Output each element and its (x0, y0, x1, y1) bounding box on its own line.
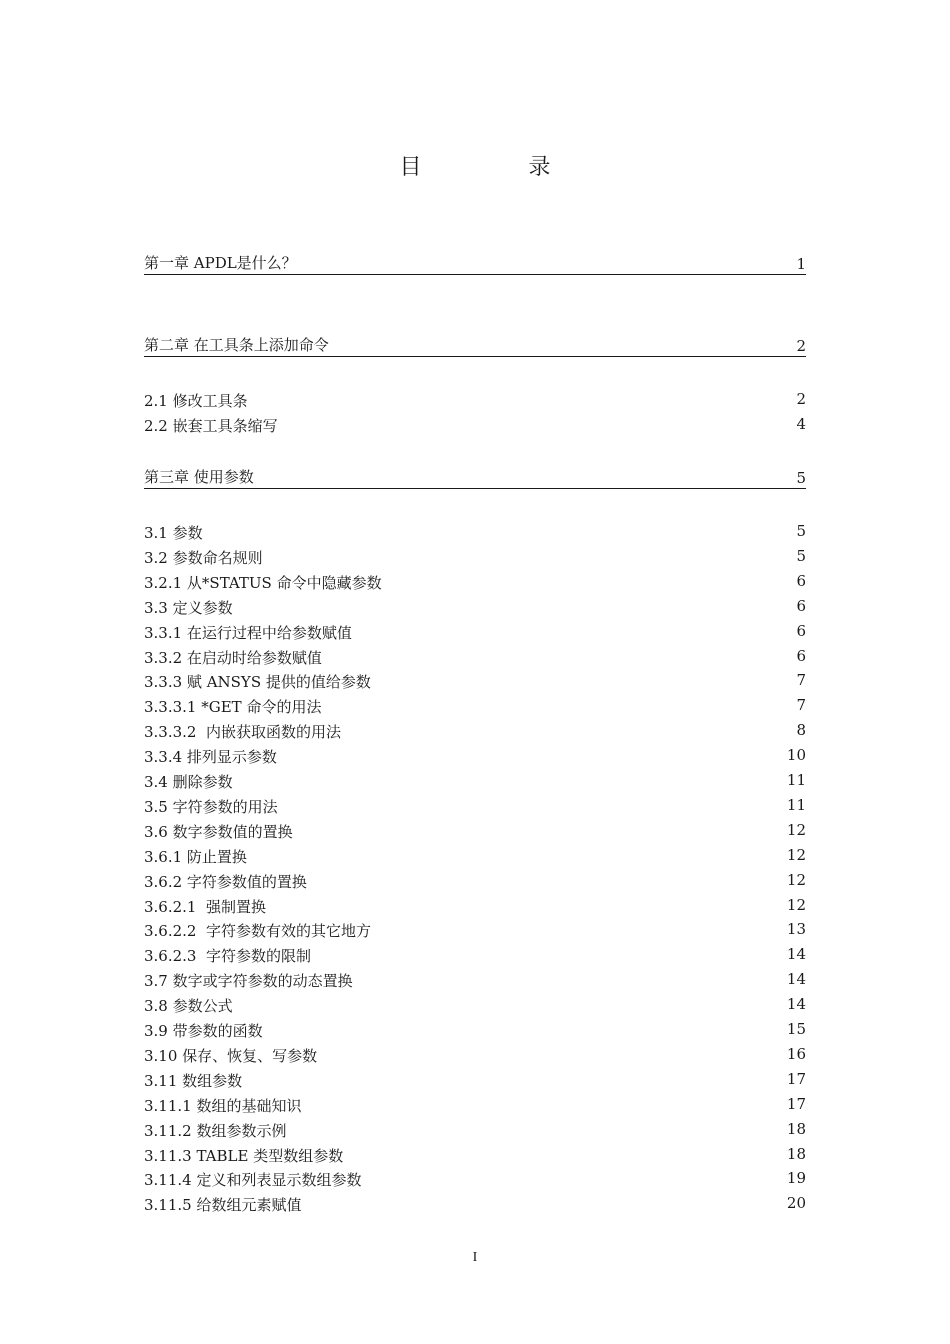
toc-entry[interactable] (144, 415, 806, 437)
entry-label: 3.6.2.1 强制置换 (144, 897, 267, 916)
entry-label: 3.11.2 数组参数示例 (144, 1121, 287, 1140)
entry-label: 3.3 定义参数 (144, 598, 233, 617)
entry-label: 3.8 参数公式 (144, 997, 233, 1016)
entry-label: 3.3.1 在运行过程中给参数赋值 (144, 623, 352, 642)
toc-entry[interactable] (144, 547, 806, 569)
entry-label: 3.10 保存、恢复、写参数 (144, 1046, 318, 1065)
entry-page-number: 10 (786, 746, 806, 765)
toc-entry[interactable] (144, 871, 806, 893)
toc-entry[interactable] (144, 1045, 806, 1067)
entry-label: 3.1 参数 (144, 524, 203, 542)
toc-entry[interactable] (144, 597, 806, 619)
entry-label: 3.11 数组参数 (144, 1071, 243, 1090)
entry-page-number: 7 (796, 671, 806, 690)
chapter-page-number: 2 (796, 337, 806, 355)
entry-page-number: 8 (796, 721, 806, 740)
toc-entry[interactable] (144, 1194, 806, 1216)
toc-entry[interactable] (144, 821, 806, 843)
entry-page-number: 11 (786, 771, 806, 789)
toc-chapter-3[interactable] (144, 466, 806, 489)
entry-label: 3.11.5 给数组元素赋值 (144, 1196, 302, 1215)
entry-label: 3.6 数字参数值的置换 (144, 822, 293, 841)
entry-page-number: 17 (786, 1069, 806, 1088)
entry-page-number: 14 (786, 970, 806, 989)
toc-entry[interactable] (144, 896, 806, 918)
page-footer-number: I (472, 1250, 478, 1265)
toc-chapter-2[interactable] (144, 334, 806, 357)
entry-label: 3.4 删除参数 (144, 773, 233, 791)
entry-label: 3.9 带参数的函数 (144, 1022, 263, 1040)
chapter-page-number: 1 (796, 255, 806, 273)
entry-label: 3.6.2.3 字符参数的限制 (144, 947, 312, 966)
entry-page-number: 12 (786, 895, 806, 914)
entry-page-number: 6 (796, 646, 806, 665)
chapter-page-number: 5 (796, 469, 806, 487)
chapter-label: 第三章 使用参数 (144, 468, 254, 486)
entry-label: 2.1 修改工具条 (144, 392, 248, 410)
toc-entry[interactable] (144, 846, 806, 868)
toc-entry[interactable] (144, 671, 806, 693)
entry-page-number: 12 (786, 870, 806, 889)
entry-label: 3.6.2 字符参数值的置换 (144, 872, 307, 891)
toc-entry[interactable] (144, 390, 806, 412)
entry-page-number: 6 (796, 571, 806, 590)
entry-page-number: 13 (786, 920, 806, 939)
toc-entry[interactable] (144, 945, 806, 967)
toc-entry[interactable] (144, 771, 806, 793)
entry-label: 3.6.2.2 字符参数有效的其它地方 (144, 922, 372, 941)
toc-entry[interactable] (144, 721, 806, 743)
toc-entry[interactable] (144, 572, 806, 594)
entry-label: 3.11.1 数组的基础知识 (144, 1096, 302, 1115)
entry-page-number: 5 (796, 546, 806, 565)
entry-label: 3.11.3 TABLE 类型数组参数 (144, 1146, 344, 1165)
entry-page-number: 15 (786, 1020, 806, 1038)
entry-label: 3.7 数字或字符参数的动态置换 (144, 972, 353, 991)
entry-page-number: 19 (786, 1169, 806, 1188)
toc-entry[interactable] (144, 995, 806, 1017)
entry-page-number: 20 (786, 1194, 806, 1213)
entry-page-number: 7 (796, 696, 806, 715)
toc-entry[interactable] (144, 796, 806, 818)
entry-page-number: 12 (786, 845, 806, 864)
entry-label: 3.11.4 定义和列表显示数组参数 (144, 1171, 362, 1190)
entry-label: 3.5 字符参数的用法 (144, 797, 278, 816)
entry-page-number: 18 (786, 1144, 806, 1163)
toc-entry[interactable] (144, 970, 806, 992)
toc-entry[interactable] (144, 1095, 806, 1117)
toc-entry[interactable] (144, 622, 806, 644)
toc-entry[interactable] (144, 1145, 806, 1167)
entry-page-number: 5 (796, 522, 806, 540)
entry-page-number: 6 (796, 596, 806, 615)
entry-page-number: 12 (786, 820, 806, 839)
entry-page-number: 11 (786, 795, 806, 814)
entry-label: 3.6.1 防止置换 (144, 847, 247, 866)
entry-label: 2.2 嵌套工具条缩写 (144, 417, 278, 435)
toc-entry[interactable] (144, 1070, 806, 1092)
entry-page-number: 14 (786, 995, 806, 1014)
chapter-label: 第一章 APDL是什么？ (144, 254, 297, 272)
entry-page-number: 17 (786, 1094, 806, 1113)
entry-label: 3.3.3 赋 ANSYS 提供的值给参数 (144, 673, 371, 692)
entry-page-number: 4 (796, 415, 806, 433)
toc-entry[interactable] (144, 696, 806, 718)
entry-label: 3.3.3.1 *GET 命令的用法 (144, 698, 322, 717)
toc-entry[interactable] (144, 647, 806, 669)
toc-entry[interactable] (144, 1120, 806, 1142)
toc-entry[interactable] (144, 746, 806, 768)
entry-page-number: 2 (796, 390, 806, 408)
entry-page-number: 14 (786, 945, 806, 964)
entry-label: 3.2 参数命名规则 (144, 548, 263, 567)
entry-label: 3.2.1 从*STATUS 命令中隐藏参数 (144, 573, 382, 592)
toc-chapter-1[interactable] (144, 252, 806, 275)
toc-entry[interactable] (144, 522, 806, 544)
entry-label: 3.3.2 在启动时给参数赋值 (144, 648, 322, 667)
toc-entry[interactable] (144, 1169, 806, 1191)
page-title: 目 录 (399, 155, 601, 180)
chapter-label: 第二章 在工具条上添加命令 (144, 336, 329, 354)
entry-page-number: 18 (786, 1119, 806, 1138)
entry-page-number: 16 (786, 1044, 806, 1063)
entry-label: 3.3.4 排列显示参数 (144, 748, 277, 767)
entry-page-number: 6 (796, 621, 806, 640)
entry-label: 3.3.3.2 内嵌获取函数的用法 (144, 723, 342, 742)
toc-entry[interactable] (144, 1020, 806, 1042)
toc-entry[interactable] (144, 920, 806, 942)
